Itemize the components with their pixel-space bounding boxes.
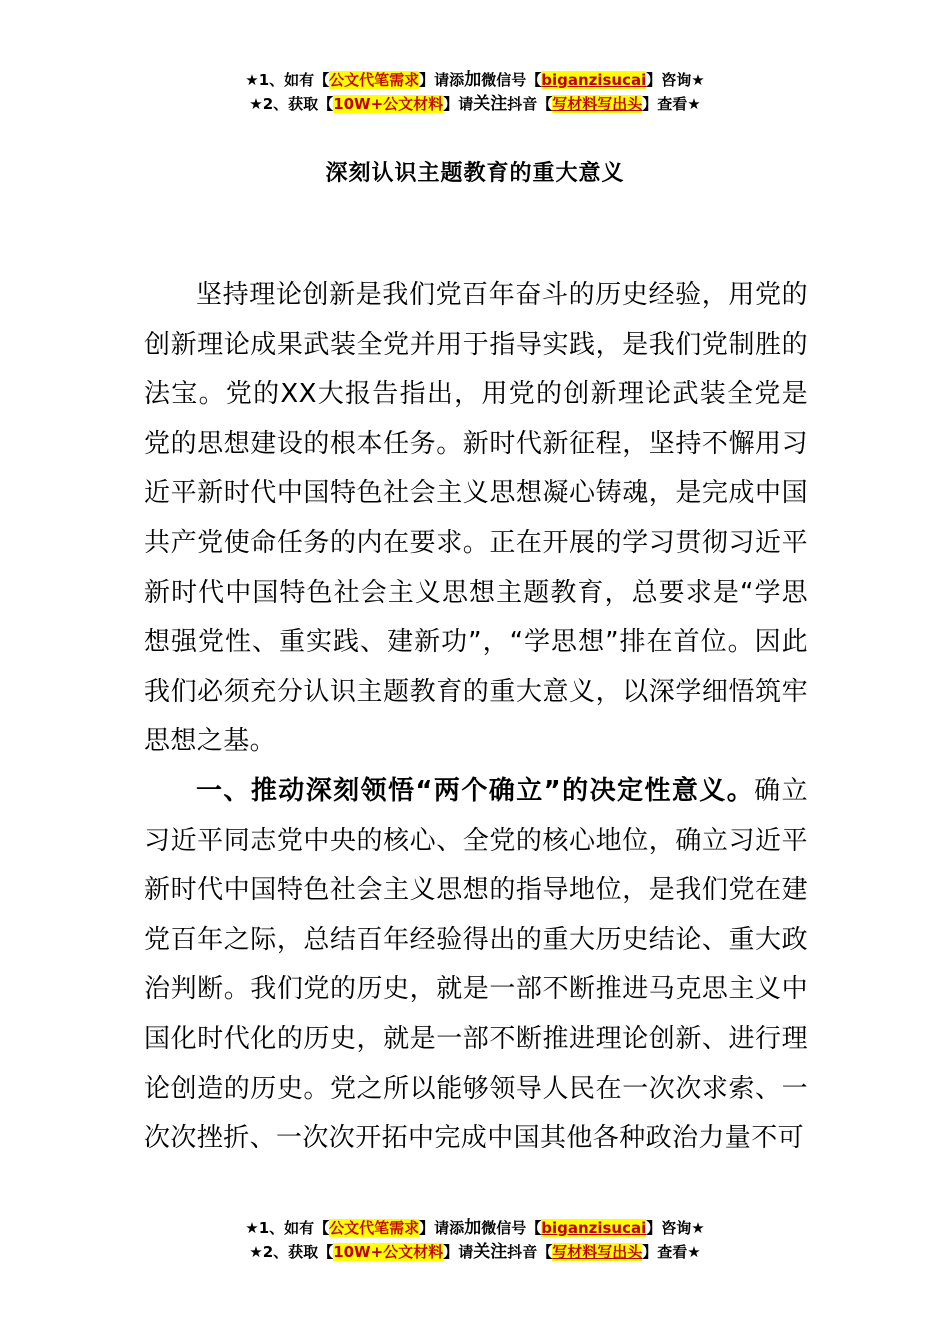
paragraph-section-1 [144, 767, 808, 1164]
promo-text: 】请添 [419, 1219, 465, 1237]
promo-footer [0, 1216, 950, 1264]
promo-text: 抖音【 [507, 1243, 553, 1261]
promo-text: 关注 [473, 1242, 508, 1262]
promo-line-1 [0, 1216, 950, 1240]
promo-text: ★1、如有【 [245, 71, 330, 89]
promo-text: 微信号【 [481, 1219, 542, 1237]
promo-text: 】咨询★ [646, 71, 705, 89]
promo-line-2 [0, 92, 950, 116]
promo-line-2 [0, 1240, 950, 1264]
promo-text: 】请 [443, 1243, 474, 1261]
promo-text: 】咨询★ [646, 1219, 705, 1237]
promo-text: 关注 [473, 94, 508, 114]
promo-text: 加 [464, 70, 482, 90]
document-title: 深刻认识主题教育的重大意义 [325, 161, 625, 186]
promo-text: 】请 [443, 95, 474, 113]
promo-text: ★2、获取【 [249, 95, 334, 113]
section-body: 确立习近平同志党中央的核心、全党的核心地位，确立习近平新时代中国特色社会主义思想的指导地位，是我们党在建党百年之际，总结百年经验得出的重大历史结论、重大政治判断。我们党的历史，就是一部不断推进马克思主义中国化时代化的历史，就是一部不断推进理论创新、进行理论创造的历史。党之所以能够领导人民在一次次求索、一次次挫折、一次次开拓中完成中国其他各种政治力量不可 [144, 775, 808, 1154]
promo-text: 加 [464, 1218, 482, 1238]
promo-highlight: 10W+公文材料 [333, 95, 444, 113]
promo-highlight: 10W+公文材料 [333, 1243, 444, 1261]
promo-highlight: 公文代笔需求 [329, 71, 420, 89]
promo-text: ★2、获取【 [249, 1243, 334, 1261]
promo-highlight: 公文代笔需求 [329, 1219, 420, 1237]
douyin-account-link[interactable]: 写材料写出头 [552, 95, 643, 113]
promo-line-1 [0, 68, 950, 92]
paragraph-intro: 坚持理论创新是我们党百年奋斗的历史经验，用党的创新理论成果武装全党并用于指导实践，是我们党制胜的法宝。党的XX大报告指出，用党的创新理论武装全党是党的思想建设的根本任务。新时代新征程，坚持不懈用习近平新时代中国特色社会主义思想凝心铸魂，是完成中国共产党使命任务的内在要求。正在开展的学习贯彻习近平新时代中国特色社会主义思想主题教育，总要求是“学思想强党性、重实践、建新功”，“学思想”排在首位。因此我们必须充分认识主题教育的重大意义，以深学细悟筑牢思想之基。 [144, 280, 808, 757]
promo-text: 】查看★ [642, 1243, 701, 1261]
section-heading: 一、推动深刻领悟“两个确立”的决定性意义。 [196, 775, 755, 806]
wechat-id-link[interactable]: biganzisucai [541, 71, 647, 89]
promo-text: ★1、如有【 [245, 1219, 330, 1237]
promo-text: 抖音【 [507, 95, 553, 113]
promo-text: 微信号【 [481, 71, 542, 89]
wechat-id-link[interactable]: biganzisucai [541, 1219, 647, 1237]
promo-text: 】请添 [419, 71, 465, 89]
document-body [144, 271, 808, 1164]
promo-text: 】查看★ [642, 95, 701, 113]
promo-header [0, 68, 950, 116]
douyin-account-link[interactable]: 写材料写出头 [552, 1243, 643, 1261]
